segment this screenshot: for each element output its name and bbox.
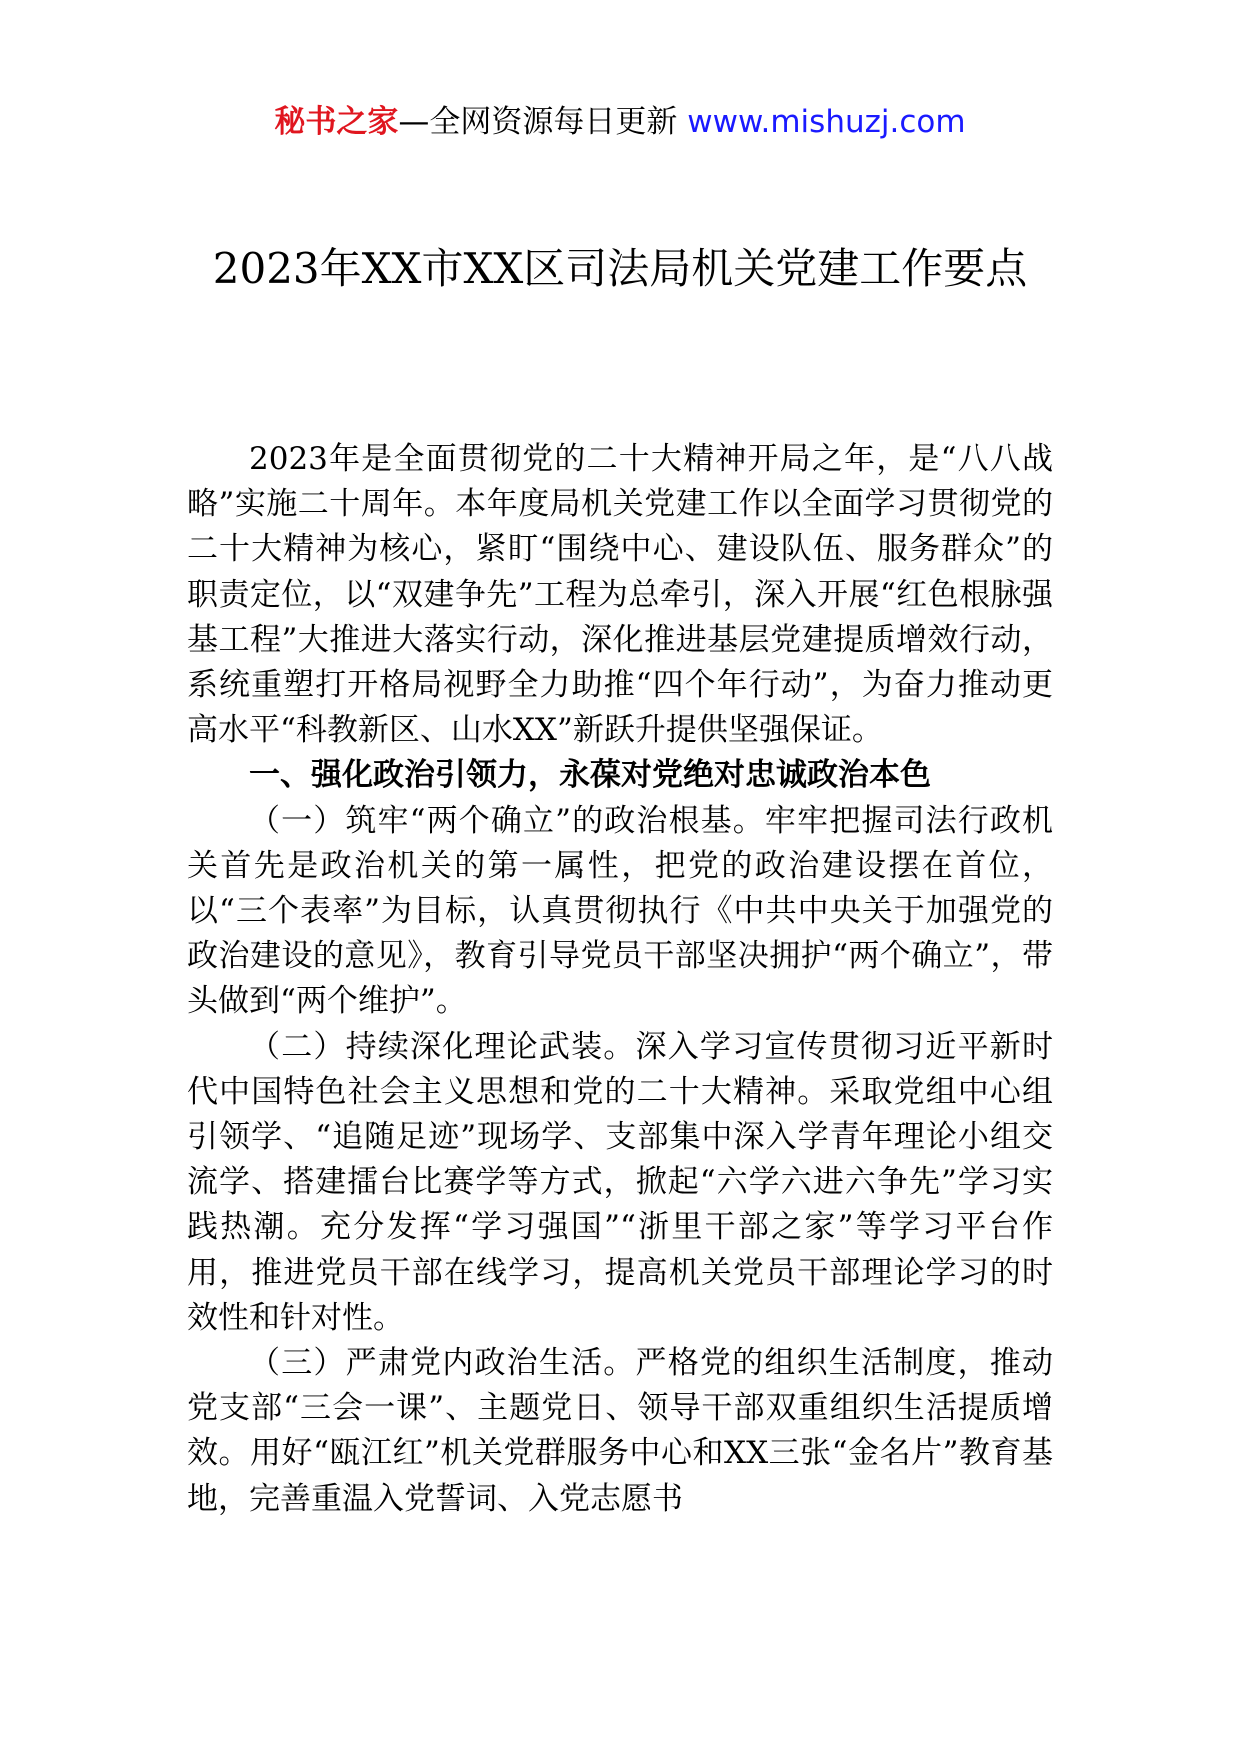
- site-url[interactable]: www.mishuzj.com: [687, 104, 966, 140]
- brand-name: 秘书之家: [274, 104, 399, 140]
- banner-tagline: —全网资源每日更新: [398, 104, 688, 140]
- subsection-paragraph: （三）严肃党内政治生活。严格党的组织生活制度，推动党支部“三会一课”、主题党日、领导干部双重组织生活提质增效。用好“瓯江红”机关党群服务中心和XX三张“金名片”教育基地，完善重温入党誓词、入党志愿书: [187, 1345, 1053, 1517]
- subsection-paragraph: （二）持续深化理论武装。深入学习宣传贯彻习近平新时代中国特色社会主义思想和党的二十大精神。采取党组中心组引领学、“追随足迹”现场学、支部集中深入学青年理论小组交流学、搭建擂台比赛学等方式，掀起“六学六进六争先”学习实践热潮。充分发挥“学习强国”“浙里干部之家”等学习平台作用，推进党员干部在线学习，提高机关党员干部理论学习的时效性和针对性。: [187, 1028, 1053, 1336]
- document-title: 2023年XX市XX区司法局机关党建工作要点: [212, 244, 1028, 293]
- subsection-paragraph: （一）筑牢“两个确立”的政治根基。牢牢把握司法行政机关首先是政治机关的第一属性，把党的政治建设摆在首位，以“三个表率”为目标，认真贯彻执行《中共中央关于加强党的政治建设的意见》，教育引导党员干部坚决拥护“两个确立”，带头做到“两个维护”。: [187, 802, 1053, 1020]
- intro-paragraph: 2023年是全面贯彻党的二十大精神开局之年，是“八八战略”实施二十周年。本年度局机关党建工作以全面学习贯彻党的二十大精神为核心，紧盯“围绕中心、建设队伍、服务群众”的职责定位，以“双建争先”工程为总牵引，深入开展“红色根脉强基工程”大推进大落实行动，深化推进基层党建提质增效行动，系统重塑打开格局视野全力助推“四个年行动”，为奋力推动更高水平“科教新区、山水XX”新跃升提供坚强保证。: [187, 441, 1053, 749]
- document-body: [187, 437, 1053, 1522]
- section-heading: 一、强化政治引领力，永葆对党绝对忠诚政治本色: [249, 757, 931, 794]
- site-banner: [0, 100, 1240, 144]
